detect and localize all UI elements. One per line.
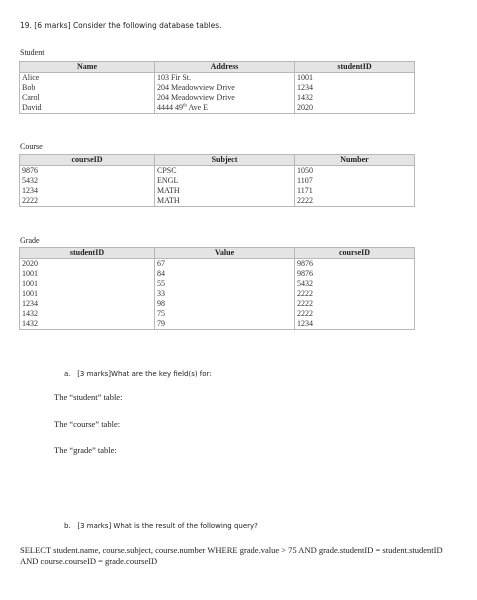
column-header: studentID (20, 248, 155, 259)
table-cell: 1001 (295, 73, 415, 84)
sql-query: SELECT student.name, course.subject, course.number WHERE grade.value > 75 AND grade.studentID = student.studentID AND course.courseID = grade.courseID (20, 545, 443, 566)
table-row (20, 186, 415, 196)
table-cell: 5432 (295, 279, 415, 289)
table-cell: 2222 (295, 289, 415, 299)
part-a-prompt: a. [3 marks]What are the key field(s) for: (64, 370, 212, 378)
course-header-row (20, 155, 415, 166)
table-cell: 9876 (20, 166, 155, 177)
column-header: Subject (155, 155, 295, 166)
table-cell: MATH (155, 196, 295, 207)
course-table (19, 154, 415, 207)
table-cell: David (20, 103, 155, 114)
table-cell: 84 (155, 269, 295, 279)
table-cell: 98 (155, 299, 295, 309)
grade-header-row (20, 248, 415, 259)
column-header: courseID (295, 248, 415, 259)
table-cell: Alice (20, 73, 155, 84)
column-header: Address (155, 62, 295, 73)
part-b-prompt: b. [3 marks] What is the result of the following query? (64, 522, 258, 530)
table-cell: 1001 (20, 279, 155, 289)
grade-table (19, 247, 415, 330)
table-cell: 1107 (295, 176, 415, 186)
table-row (20, 289, 415, 299)
table-cell: 1234 (295, 319, 415, 330)
student-header-row (20, 62, 415, 73)
student-table-label: Student (20, 48, 45, 57)
table-row (20, 269, 415, 279)
column-header: courseID (20, 155, 155, 166)
part-a-course-line: The “course” table: (54, 419, 121, 429)
table-cell: 2020 (20, 259, 155, 270)
table-row (20, 319, 415, 330)
table-cell: 67 (155, 259, 295, 270)
table-cell: 103 Fir St. (155, 73, 295, 84)
table-cell: ENGL (155, 176, 295, 186)
table-row (20, 73, 415, 84)
table-cell: 1432 (295, 93, 415, 103)
table-cell: MATH (155, 186, 295, 196)
part-a-grade-line: The “grade” table: (54, 445, 117, 455)
table-row (20, 176, 415, 186)
table-cell: 1432 (20, 309, 155, 319)
column-header: Value (155, 248, 295, 259)
table-cell: 1234 (295, 83, 415, 93)
column-header: studentID (295, 62, 415, 73)
table-cell: 1432 (20, 319, 155, 330)
table-cell: 1001 (20, 289, 155, 299)
table-row (20, 83, 415, 93)
table-row (20, 299, 415, 309)
table-cell: 9876 (295, 259, 415, 270)
table-cell: 55 (155, 279, 295, 289)
table-cell: 204 Meadowview Drive (155, 93, 295, 103)
table-cell: 1234 (20, 299, 155, 309)
column-header: Number (295, 155, 415, 166)
column-header: Name (20, 62, 155, 73)
student-table (19, 61, 415, 114)
table-cell: Carol (20, 93, 155, 103)
table-cell: 2222 (295, 196, 415, 207)
part-a-student-line: The “student” table: (54, 392, 123, 402)
table-row (20, 309, 415, 319)
table-row (20, 196, 415, 207)
table-cell: 33 (155, 289, 295, 299)
table-cell: 2222 (295, 299, 415, 309)
table-cell: CPSC (155, 166, 295, 177)
table-cell: 75 (155, 309, 295, 319)
table-row (20, 166, 415, 177)
table-cell: 2222 (20, 196, 155, 207)
table-cell: 1050 (295, 166, 415, 177)
table-cell: 2020 (295, 103, 415, 114)
question-title: 19. [6 marks] Consider the following database tables. (20, 21, 222, 30)
table-cell: 204 Meadowview Drive (155, 83, 295, 93)
table-cell: 9876 (295, 269, 415, 279)
table-row (20, 259, 415, 270)
table-row (20, 93, 415, 103)
table-row (20, 279, 415, 289)
table-cell: 1171 (295, 186, 415, 196)
table-cell: Bob (20, 83, 155, 93)
address-cell-superscript: 4444 49th Ave E (155, 103, 295, 114)
grade-table-label: Grade (20, 236, 40, 245)
table-row (20, 103, 415, 114)
table-cell: 1234 (20, 186, 155, 196)
table-cell: 5432 (20, 176, 155, 186)
table-cell: 2222 (295, 309, 415, 319)
course-table-label: Course (20, 142, 43, 151)
table-cell: 1001 (20, 269, 155, 279)
table-cell: 79 (155, 319, 295, 330)
